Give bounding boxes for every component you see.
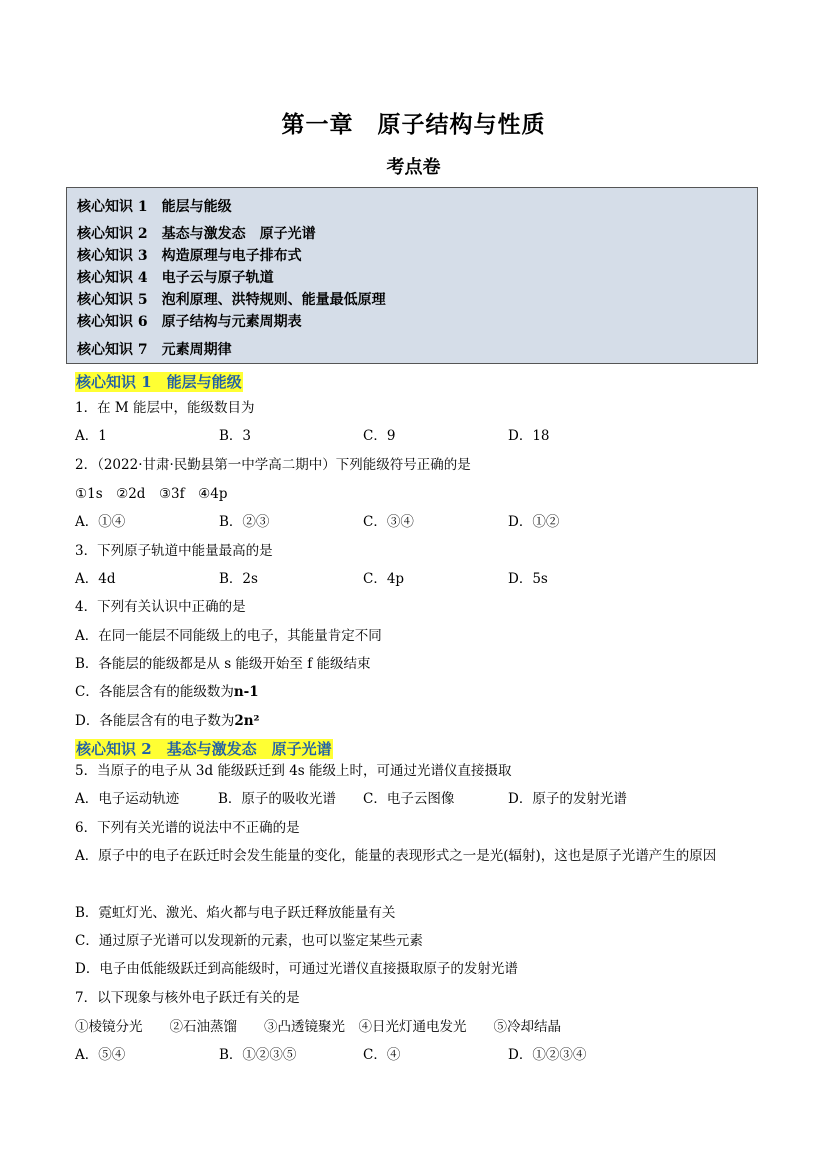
question-4-option-c-text: C．各能层含有的能级数为	[75, 684, 234, 700]
question-4-option-d-formula: 2n²	[234, 713, 260, 729]
question-2-option-d: D．①②	[508, 514, 560, 530]
question-2-items: ①1s ②2d ③3f ④4p	[75, 486, 228, 502]
question-5-option-a: A．电子运动轨迹	[75, 791, 180, 807]
question-7-stem: 7．以下现象与核外电子跃迁有关的是	[75, 990, 300, 1006]
page-subtitle: 考点卷	[386, 157, 441, 178]
toc-item-3: 核心知识 3 构造原理与电子排布式	[77, 248, 302, 264]
question-1-option-d: D．18	[508, 428, 550, 444]
page-title: 第一章 原子结构与性质	[281, 111, 546, 138]
question-5-option-b: B．原子的吸收光谱	[218, 791, 336, 807]
question-2-option-a: A．①④	[75, 514, 126, 530]
toc-item-1: 核心知识 1 能层与能级	[77, 199, 232, 215]
question-5-option-d: D．原子的发射光谱	[508, 791, 627, 807]
question-7-option-a: A．⑤④	[75, 1047, 126, 1063]
question-2-option-c: C．③④	[363, 514, 414, 530]
toc-item-2: 核心知识 2 基态与激发态 原子光谱	[77, 226, 316, 242]
question-1-stem: 1．在 M 能层中，能级数目为	[75, 400, 255, 416]
question-1-option-a: A．1	[75, 428, 107, 444]
question-4-option-d-text: D．各能层含有的电子数为	[75, 713, 235, 729]
question-3-stem: 3．下列原子轨道中能量最高的是	[75, 543, 273, 559]
toc-item-4: 核心知识 4 电子云与原子轨道	[77, 270, 274, 286]
question-7-option-d: D．①②③④	[508, 1047, 587, 1063]
question-5-stem: 5．当原子的电子从 3d 能级跃迁到 4s 能级上时，可通过光谱仪直接摄取	[75, 763, 512, 779]
question-4-option-c-formula: n-1	[233, 684, 259, 700]
section-heading-2: 核心知识 2 基态与激发态 原子光谱	[76, 740, 332, 758]
section-heading-1: 核心知识 1 能层与能级	[76, 373, 242, 391]
question-2-option-b: B．②③	[219, 514, 270, 530]
question-3-option-c: C．4p	[363, 571, 405, 587]
question-4-option-c	[75, 682, 259, 702]
question-7-option-c: C．④	[363, 1047, 401, 1063]
question-7-items: ①棱镜分光 ②石油蒸馏 ③凸透镜聚光 ④日光灯通电发光 ⑤冷却结晶	[75, 1019, 561, 1035]
knowledge-toc-box	[66, 187, 758, 364]
question-4-option-d	[75, 711, 259, 731]
question-4-option-a: A．在同一能层不同能级上的电子，其能量肯定不同	[75, 628, 382, 644]
question-6-option-d: D．电子由低能级跃迁到高能级时，可通过光谱仪直接摄取原子的发射光谱	[75, 961, 518, 977]
question-4-option-b: B．各能层的能级都是从 s 能级开始至 f 能级结束	[75, 656, 371, 672]
question-3-option-b: B．2s	[219, 571, 258, 587]
question-5-option-c: C．电子云图像	[363, 791, 455, 807]
toc-item-5: 核心知识 5 泡利原理、洪特规则、能量最低原理	[77, 292, 386, 308]
question-4-stem: 4．下列有关认识中正确的是	[75, 599, 246, 615]
question-2-stem: 2．（2022·甘肃·民勤县第一中学高二期中）下列能级符号正确的是	[75, 457, 471, 473]
question-6-option-a: A．原子中的电子在跃迁时会发生能量的变化，能量的表现形式之一是光(辐射)，这也是原子光谱产生的原因	[75, 848, 717, 864]
question-6-option-b: B．霓虹灯光、激光、焰火都与电子跃迁释放能量有关	[75, 905, 396, 921]
question-3-option-d: D．5s	[508, 571, 548, 587]
question-6-stem: 6．下列有关光谱的说法中不正确的是	[75, 820, 300, 836]
toc-item-6: 核心知识 6 原子结构与元素周期表	[77, 314, 302, 330]
question-3-option-a: A．4d	[75, 571, 116, 587]
question-1-option-c: C．9	[363, 428, 396, 444]
question-7-option-b: B．①②③⑤	[219, 1047, 297, 1063]
question-1-option-b: B．3	[219, 428, 252, 444]
toc-item-7: 核心知识 7 元素周期律	[77, 342, 232, 358]
question-6-option-c: C．通过原子光谱可以发现新的元素，也可以鉴定某些元素	[75, 933, 423, 949]
